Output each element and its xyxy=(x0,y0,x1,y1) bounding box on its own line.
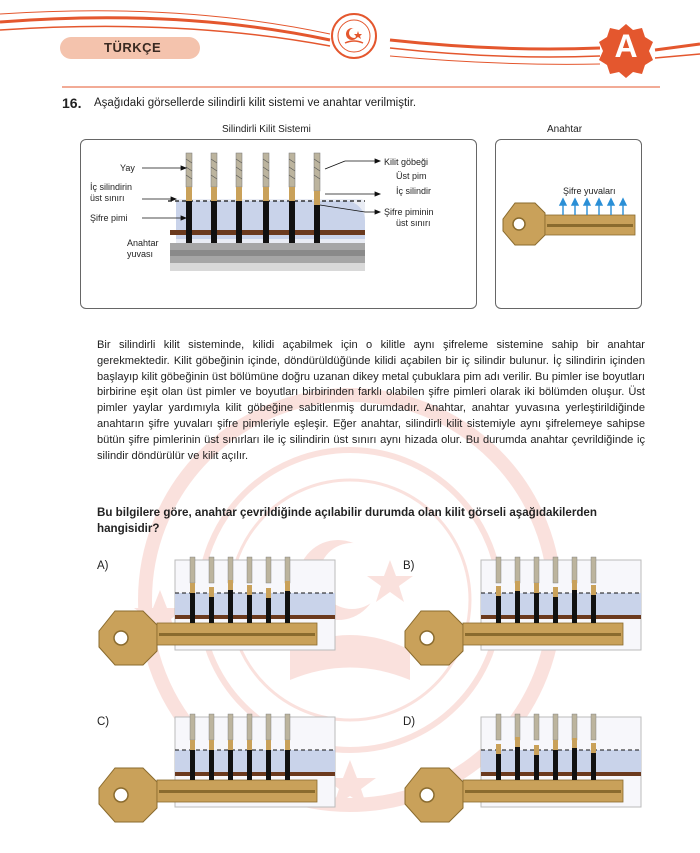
code-pin xyxy=(266,598,271,623)
top-pin xyxy=(228,740,233,750)
brown-band xyxy=(481,772,641,776)
key-groove xyxy=(159,790,315,793)
spring xyxy=(553,714,558,740)
top-pin xyxy=(209,587,214,597)
option-a-lock[interactable] xyxy=(97,555,337,673)
question-prompt: Bu bilgilere göre, anahtar çevrildiğinde açılabilir durumda olan kilit görseli aşağıdakilerden hangisidir? xyxy=(97,506,597,535)
top-pin xyxy=(266,588,271,598)
inner-cylinder xyxy=(175,750,335,772)
label-inner-cylinder-line1: İç silindirin xyxy=(90,182,133,192)
label-key-slot-line2: yuvası xyxy=(127,249,154,259)
question-stem: Aşağıdaki görsellerde silindirli kilit sistemi ve anahtar verilmiştir. xyxy=(94,97,417,109)
option-b-lock[interactable] xyxy=(403,555,643,673)
code-pin xyxy=(209,597,214,623)
inner-cylinder xyxy=(481,750,641,772)
code-pin xyxy=(534,593,539,623)
spring xyxy=(190,714,195,740)
brown-band xyxy=(175,615,335,619)
option-c-label[interactable]: C) xyxy=(97,716,110,728)
spring xyxy=(285,714,290,740)
booklet-letter: A xyxy=(614,28,638,64)
code-pin xyxy=(266,750,271,780)
spring xyxy=(190,557,195,583)
code-pin xyxy=(209,750,214,780)
code-pin xyxy=(553,597,558,623)
spring xyxy=(496,557,501,583)
spring xyxy=(228,714,233,740)
spring xyxy=(534,557,539,583)
top-pin xyxy=(190,740,195,750)
code-pin xyxy=(515,591,520,623)
top-pin xyxy=(591,743,596,753)
label-inner-cylinder-line2: üst sınırı xyxy=(90,193,125,203)
code-pin xyxy=(572,590,577,623)
key-figure-title: Anahtar xyxy=(547,124,583,135)
key-diagram xyxy=(495,139,643,309)
spring xyxy=(247,714,252,740)
brown-band xyxy=(175,772,335,776)
code-pin xyxy=(247,595,252,623)
code-pin xyxy=(496,754,501,780)
spring xyxy=(266,557,271,583)
code-pin xyxy=(190,750,195,780)
ministry-seal-logo xyxy=(330,12,378,60)
label-sifre-yuvalari: Şifre yuvaları xyxy=(563,186,616,196)
spring xyxy=(209,714,214,740)
label-sifre-pimi: Şifre pimi xyxy=(90,213,128,223)
label-ic-silindir: İç silindir xyxy=(396,186,432,196)
inner-cylinder xyxy=(481,593,641,615)
spring xyxy=(285,557,290,583)
code-pin xyxy=(228,590,233,623)
code-pin xyxy=(285,591,290,623)
label-key-slot-line1: Anahtar xyxy=(127,238,159,248)
spring xyxy=(534,714,539,740)
lock-figure-title: Silindirli Kilit Sistemi xyxy=(222,124,311,135)
brown-band xyxy=(481,615,641,619)
key-groove xyxy=(159,633,315,636)
top-pin xyxy=(190,583,195,593)
code-pin xyxy=(572,748,577,780)
key-hole xyxy=(114,631,128,645)
spring xyxy=(591,557,596,583)
spring xyxy=(515,714,520,740)
code-pin xyxy=(534,755,539,780)
code-pin xyxy=(591,753,596,780)
top-pin xyxy=(591,585,596,595)
top-pin xyxy=(515,581,520,591)
spring xyxy=(496,714,501,740)
option-d-label[interactable]: D) xyxy=(403,716,416,728)
code-pin xyxy=(247,750,252,780)
spring xyxy=(515,557,520,583)
spring xyxy=(228,557,233,583)
spring xyxy=(553,557,558,583)
top-pin xyxy=(534,583,539,593)
key-groove xyxy=(465,633,621,636)
spring xyxy=(266,714,271,740)
top-pin xyxy=(266,740,271,750)
top-pin xyxy=(553,587,558,597)
passage-paragraph: Bir silindirli kilit sisteminde, kilidi açabilmek için o kilitle aynı şifreleme sistemine sahip bir anahtar gerekmektedir. Kilit göbeğinin içinde, döndürüldüğünde kilidi açabilen bir iç silindir bulunur. İç silindirin içinden başlayıp kilit göbeğinin üst bölümüne doğru uzanan dikey metal çubuklara pim adı verilir. Bu pimler ise boyutları birbirine eşit olan üst pimler ve boyutları birbirinden farklı olabilen şifre pimleri olarak iki bölümden oluşur. Üst pimler yaylar yardımıyla kilit göbeğine sabitlenmiş durumdadır. Anahtar, anahtar yuvasına yerleştirildiğinde anahtarın şifre yuvaları şifre pimleriyle eşleşir. Eğer anahtar, silindirli kilit sistemiyle aynı şifrelemeye sahipse bütün şifre pimlerinin üst sınırları ile iç silindirin üst sınırı aynı hizada olur. Bu durumda anahtar çevrildiğinde iç silindir döndürülür ve kilit açılır. xyxy=(97,339,645,462)
top-pin xyxy=(228,580,233,590)
code-pin xyxy=(285,750,290,780)
top-pin xyxy=(247,740,252,750)
top-pin xyxy=(247,585,252,595)
top-pin xyxy=(515,737,520,747)
key-hole xyxy=(114,788,128,802)
top-pin xyxy=(553,740,558,750)
top-pin xyxy=(496,586,501,596)
code-pin xyxy=(515,747,520,780)
option-d-lock[interactable] xyxy=(403,712,643,830)
inner-cylinder xyxy=(175,593,335,615)
code-pin xyxy=(228,750,233,780)
spring xyxy=(572,714,577,740)
spring xyxy=(247,557,252,583)
code-pin xyxy=(496,596,501,623)
label-pin-top-line2: üst sınırı xyxy=(396,218,431,228)
code-pin xyxy=(553,750,558,780)
option-b-label[interactable]: B) xyxy=(403,560,415,572)
code-pin xyxy=(591,595,596,623)
top-pin xyxy=(572,738,577,748)
key-hole xyxy=(420,631,434,645)
spring xyxy=(209,557,214,583)
label-kilit-gobegi: Kilit göbeği xyxy=(384,157,429,167)
key-groove xyxy=(465,790,621,793)
top-pin xyxy=(285,581,290,591)
label-yay: Yay xyxy=(120,163,135,173)
key-hole xyxy=(420,788,434,802)
question-number: 16. xyxy=(62,95,82,111)
option-a-label[interactable]: A) xyxy=(97,560,109,572)
label-pin-top-line1: Şifre piminin xyxy=(384,207,434,217)
top-pin xyxy=(209,740,214,750)
top-pin xyxy=(572,580,577,590)
top-pin xyxy=(285,740,290,750)
subject-title: TÜRKÇE xyxy=(104,40,162,55)
top-pin xyxy=(496,744,501,754)
passage xyxy=(97,338,645,464)
spring xyxy=(591,714,596,740)
code-pin xyxy=(190,593,195,623)
option-c-lock[interactable] xyxy=(97,712,337,830)
spring xyxy=(572,557,577,583)
top-pin xyxy=(534,745,539,755)
label-ust-pim: Üst pim xyxy=(396,171,427,181)
